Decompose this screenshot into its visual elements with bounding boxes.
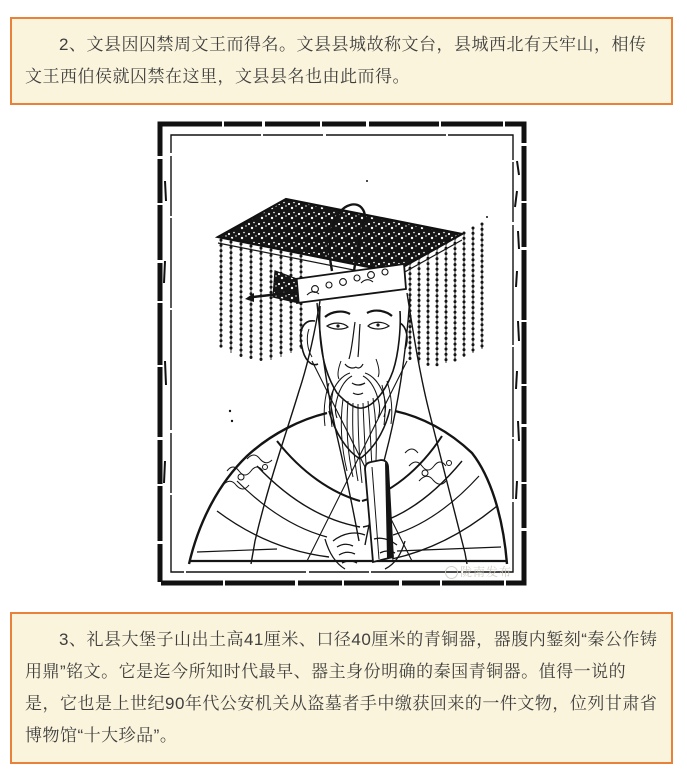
article-body [0, 17, 687, 764]
note-box-2 [10, 17, 673, 105]
emperor-woodcut-portrait [157, 121, 527, 586]
crown-band [245, 264, 406, 303]
portrait-figure [157, 121, 527, 586]
robe-scroll-left [222, 455, 272, 489]
gui-tablet [325, 460, 405, 569]
note-3-text: 3、礼县大堡子山出土高41厘米、口径40厘米的青铜器，器腹内錾刻“秦公作铸用鼎”铭文。它是迄今所知时代最早、器主身份明确的秦国青铜器。值得一说的是，它也是上世纪90年代公安机关从盗墓者手中缴获回来的一件文物，位列甘肃省博物馆“十大珍品”。 [25, 630, 658, 745]
note-box-3 [10, 612, 673, 764]
watermark-text: 陇南发布 [460, 565, 513, 579]
face [301, 306, 407, 427]
crown-board [218, 199, 462, 278]
note-2-text: 2、文县因囚禁周文王而得名。文县县城故称文台，县城西北有天牢山，相传文王西伯侯就囚禁在这里，文县县名也由此而得。 [25, 35, 647, 86]
frame-border [160, 124, 524, 583]
